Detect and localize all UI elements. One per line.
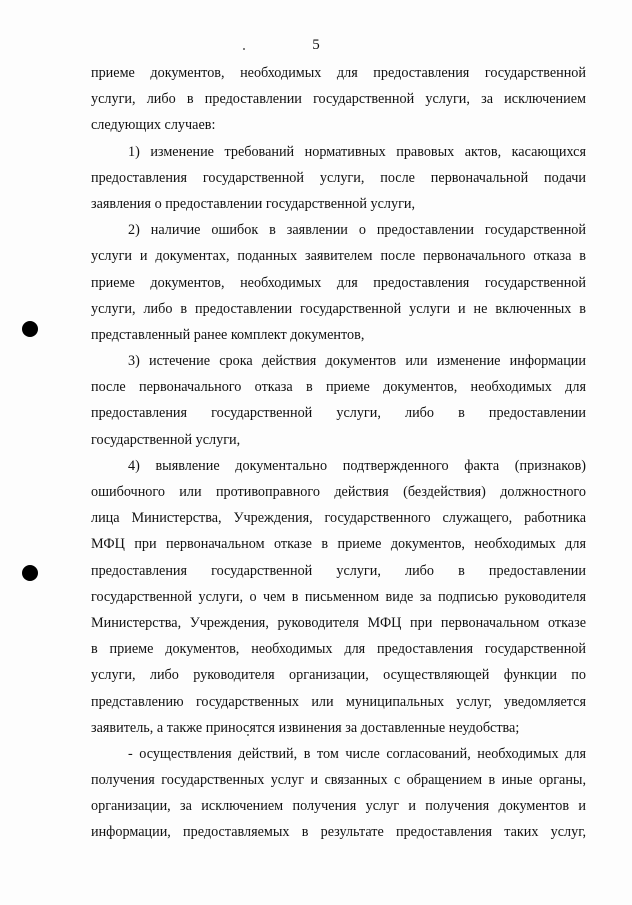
- text-line: ошибочного или противоправного действия (бездействия) должностного: [91, 484, 586, 500]
- text-line: информации, предоставляемых в результате предоставления таких услуг,: [91, 824, 586, 841]
- text-line: приеме документов, необходимых для предоставления государственной: [91, 65, 586, 81]
- punch-hole-upper: [22, 321, 38, 337]
- text-line: 4) выявление документально подтвержденного факта (признаков): [128, 457, 586, 474]
- text-line: приеме документов, необходимых для предоставления государственной: [91, 274, 586, 291]
- text-line: предоставления государственной услуги, либо в предоставлении: [91, 405, 586, 422]
- text-line: 3) истечение срока действия документов или изменение информации: [128, 353, 586, 370]
- text-line: МФЦ при первоначальном отказе в приеме документов, необходимых для: [91, 536, 586, 553]
- text-line: организации, за исключением получения услуг и получения документов и: [91, 798, 586, 815]
- page-number: 5: [312, 37, 320, 53]
- text-line: после первоначального отказа в приеме документов, необходимых для: [91, 379, 586, 396]
- text-line: в приеме документов, необходимых для предоставления государственной: [91, 641, 586, 658]
- punch-hole-lower: [22, 565, 38, 581]
- text-line: государственной услуги,: [91, 431, 241, 448]
- scan-speck: [243, 48, 245, 50]
- text-line: государственной услуги, о чем в письменном виде за подписью руководителя: [91, 588, 586, 605]
- text-line: услуги и документах, поданных заявителем после первоначального отказа в: [91, 248, 586, 265]
- text-line: предоставления государственной услуги, либо в предоставлении: [91, 562, 586, 579]
- document-body: [91, 60, 586, 846]
- text-line: предоставления государственной услуги, после первоначальной подачи: [91, 169, 586, 186]
- text-line: заявитель, а также приносятся извинения за доставленные неудобства;: [91, 719, 520, 736]
- text-line: представленный ранее комплект документов,: [91, 326, 365, 343]
- text-line: услуги, либо руководителя организации, осуществляющей функции по: [91, 667, 586, 684]
- text-line: заявления о предоставлении государственной услуги,: [91, 195, 416, 212]
- text-line: лица Министерства, Учреждения, государственного служащего, работника: [91, 510, 586, 527]
- text-line: услуги, либо в предоставлении государственной услуги и не включенных в: [91, 300, 586, 317]
- text-line: услуги, либо в предоставлении государственной услуги, за исключением: [91, 91, 586, 108]
- text-line: Министерства, Учреждения, руководителя МФЦ при первоначальном отказе: [91, 614, 586, 631]
- text-line: следующих случаев:: [91, 117, 216, 134]
- text-line: 1) изменение требований нормативных правовых актов, касающихся: [128, 143, 586, 160]
- text-line: получения государственных услуг и связанных с обращением в иные органы,: [91, 772, 586, 789]
- text-line: - осуществления действий, в том числе согласований, необходимых для: [128, 745, 586, 762]
- text-line: представлению государственных или муниципальных услуг, уведомляется: [91, 693, 586, 710]
- text-line: 2) наличие ошибок в заявлении о предоставлении государственной: [128, 222, 586, 239]
